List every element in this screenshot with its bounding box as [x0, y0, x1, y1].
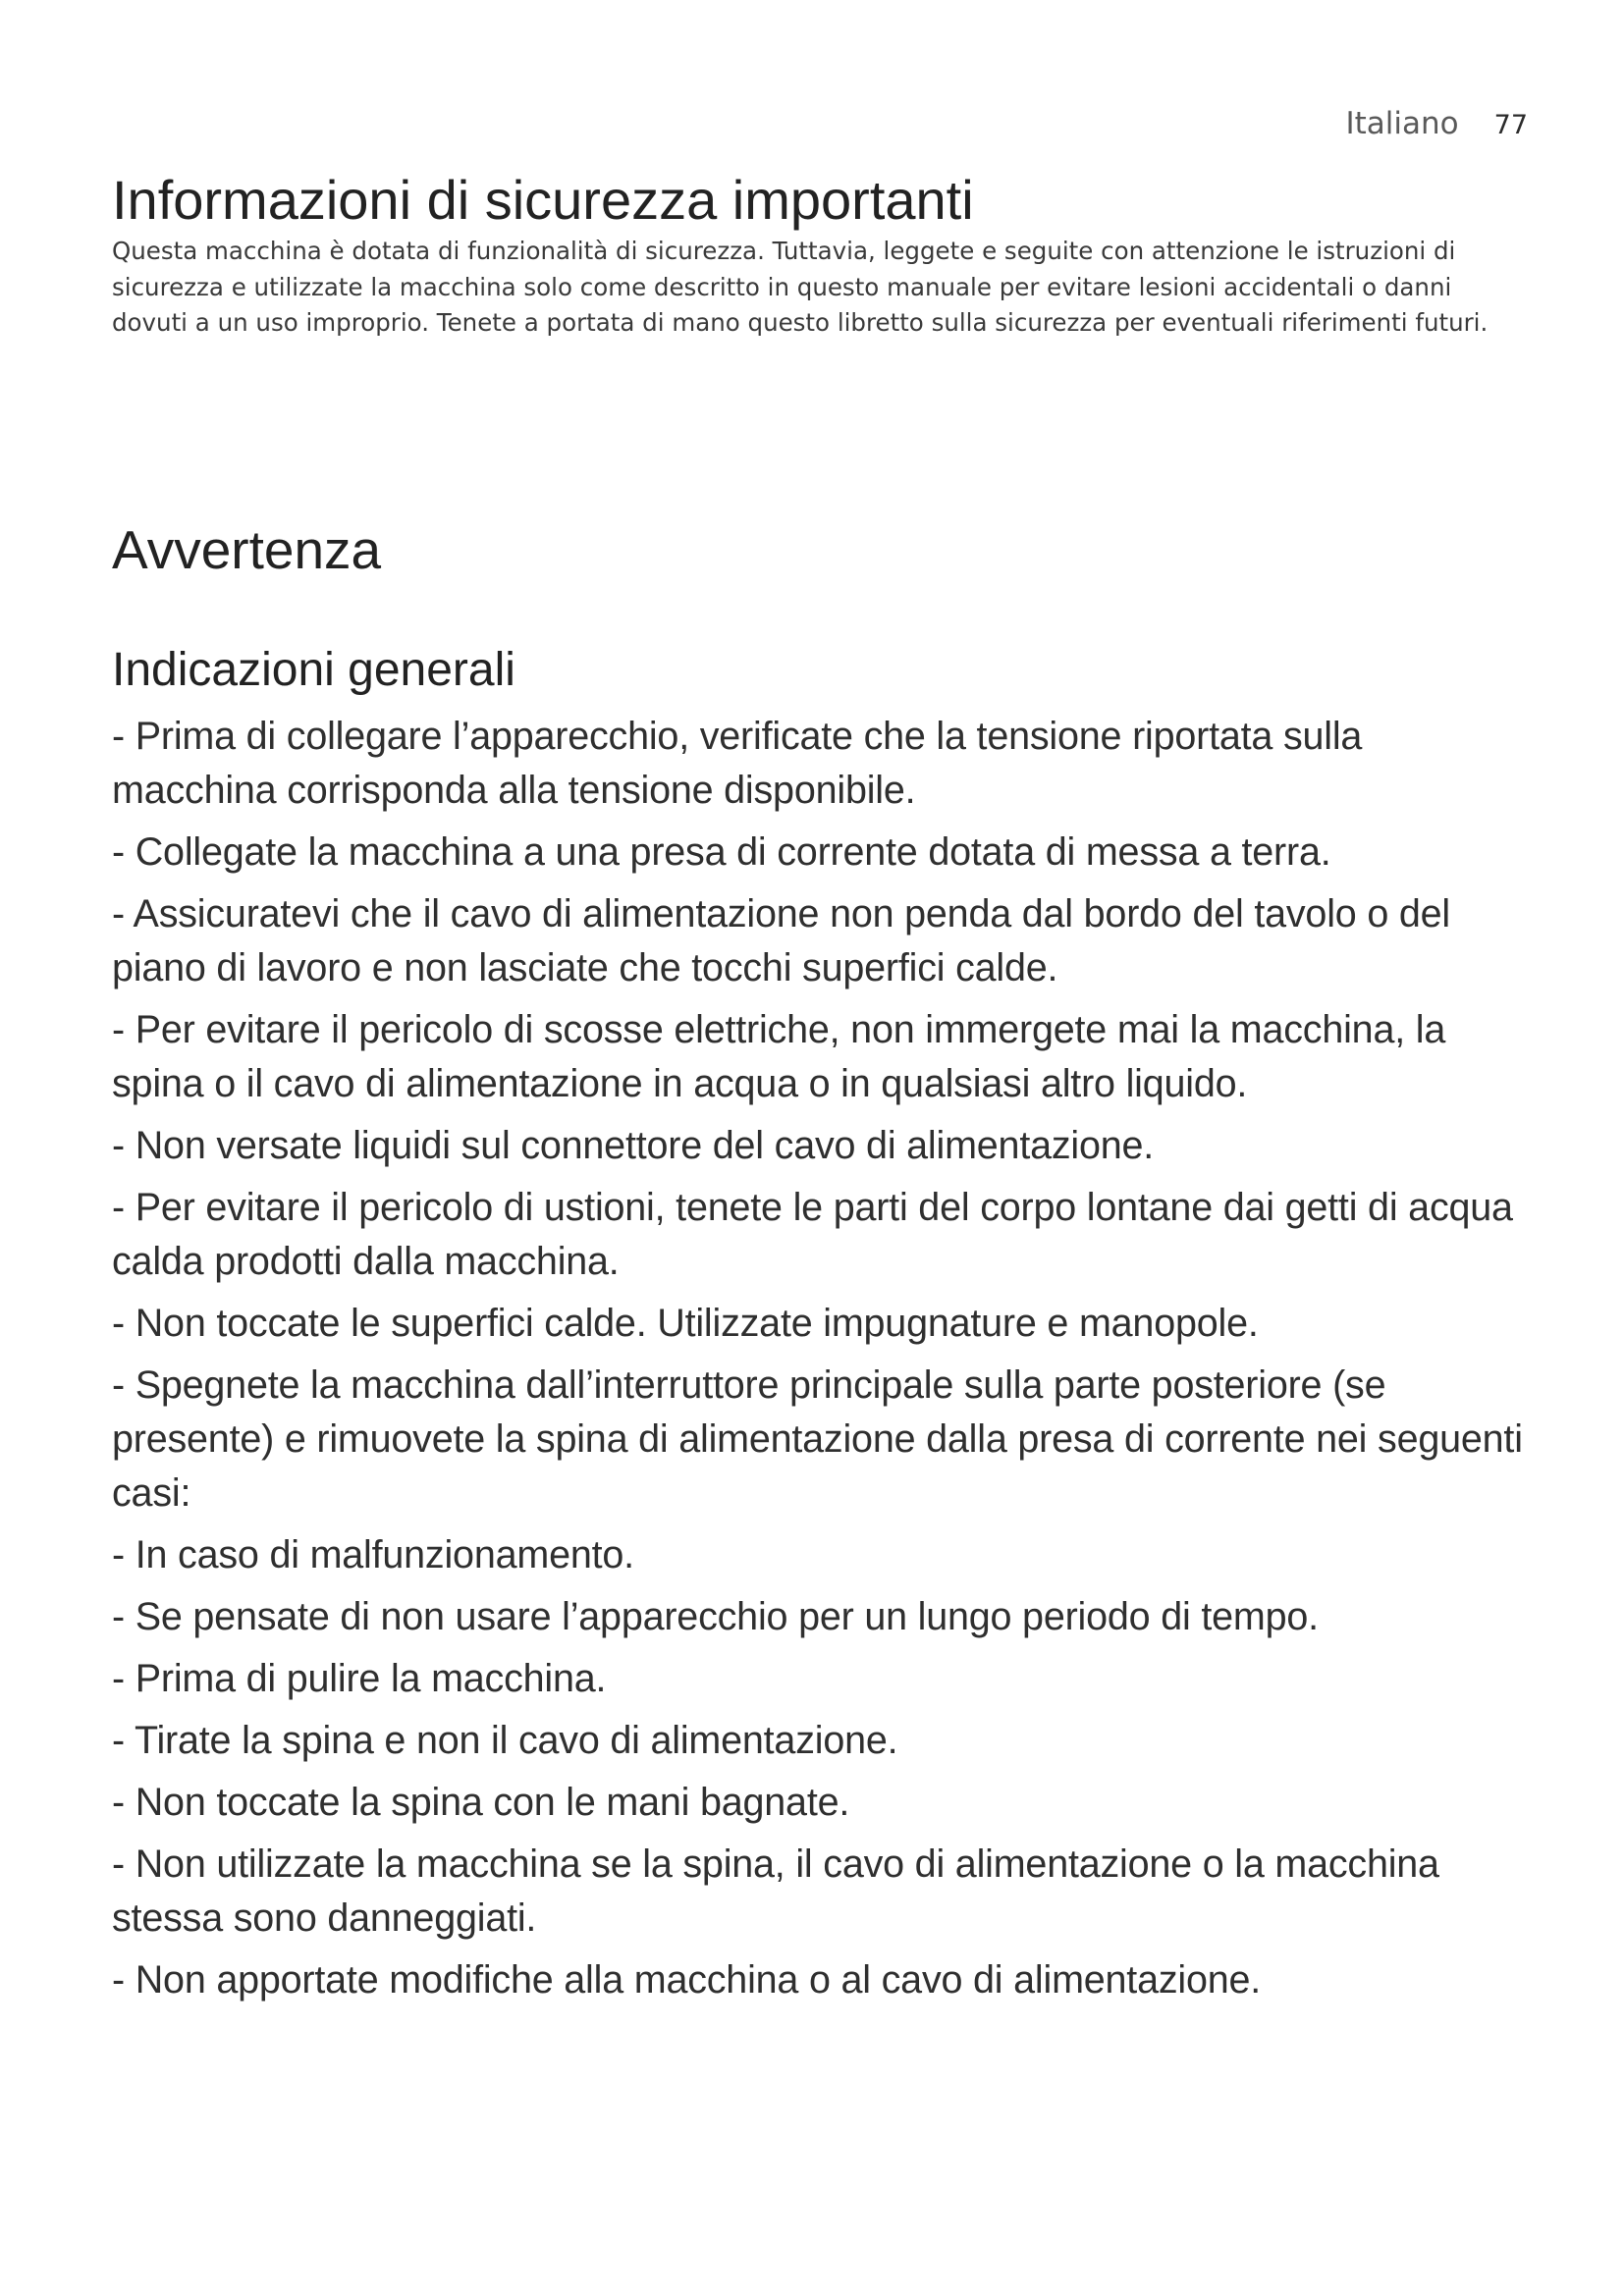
intro-paragraph: Questa macchina è dotata di funzionalità di sicurezza. Tuttavia, leggete e seguite con attenzione le istruzioni di sicurezza e utilizzate la macchina solo come descritto in questo manuale per evitare lesioni accidentali o danni dovuti a un uso improprio. Tenete a portata di mano questo libretto sulla sicurezza per eventuali riferimenti futuri. [112, 237, 1489, 337]
list-item: - In caso di malfunzionamento. [112, 1533, 634, 1576]
list-item: - Per evitare il pericolo di ustioni, tenete le parti del corpo lontane dai getti di acqua calda prodotti dalla macchina. [112, 1186, 1513, 1283]
safety-list [112, 710, 1526, 2015]
page-header [1346, 106, 1529, 141]
list-item: - Prima di collegare l’apparecchio, verificate che la tensione riportata sulla macchina corrisponda alla tensione disponibile. [112, 715, 1363, 812]
page-number: 77 [1493, 110, 1528, 140]
list-item: - Collegate la macchina a una presa di corrente dotata di messa a terra. [112, 830, 1331, 874]
list-item: - Per evitare il pericolo di scosse elettriche, non immergete mai la macchina, la spina o il cavo di alimentazione in acqua o in qualsiasi altro liquido. [112, 1008, 1446, 1105]
section-title: Avvertenza [112, 519, 382, 580]
list-item: - Non toccate le superfici calde. Utilizzate impugnature e manopole. [112, 1302, 1259, 1345]
subsection-title: Indicazioni generali [112, 644, 515, 696]
list-item: - Non apportate modifiche alla macchina o al cavo di alimentazione. [112, 1958, 1262, 2002]
page-content [112, 167, 1526, 2002]
list-item: - Tirate la spina e non il cavo di alimentazione. [112, 1719, 898, 1762]
list-item: - Non toccate la spina con le mani bagnate. [112, 1781, 850, 1824]
document-title: Informazioni di sicurezza importanti [112, 169, 974, 231]
list-item: - Prima di pulire la macchina. [112, 1657, 607, 1700]
list-item: - Spegnete la macchina dall’interruttore principale sulla parte posteriore (se presente) e rimuovete la spina di alimentazione dalla presa di corrente nei seguenti casi: [112, 1363, 1523, 1515]
list-item: - Assicuratevi che il cavo di alimentazione non penda dal bordo del tavolo o del piano di lavoro e non lasciate che tocchi superfici calde. [112, 892, 1450, 989]
list-item: - Non versate liquidi sul connettore del cavo di alimentazione. [112, 1124, 1155, 1167]
list-item: - Non utilizzate la macchina se la spina, il cavo di alimentazione o la macchina stessa sono danneggiati. [112, 1842, 1439, 1940]
language-label: Italiano [1345, 106, 1459, 141]
list-item: - Se pensate di non usare l’apparecchio per un lungo periodo di tempo. [112, 1595, 1319, 1638]
